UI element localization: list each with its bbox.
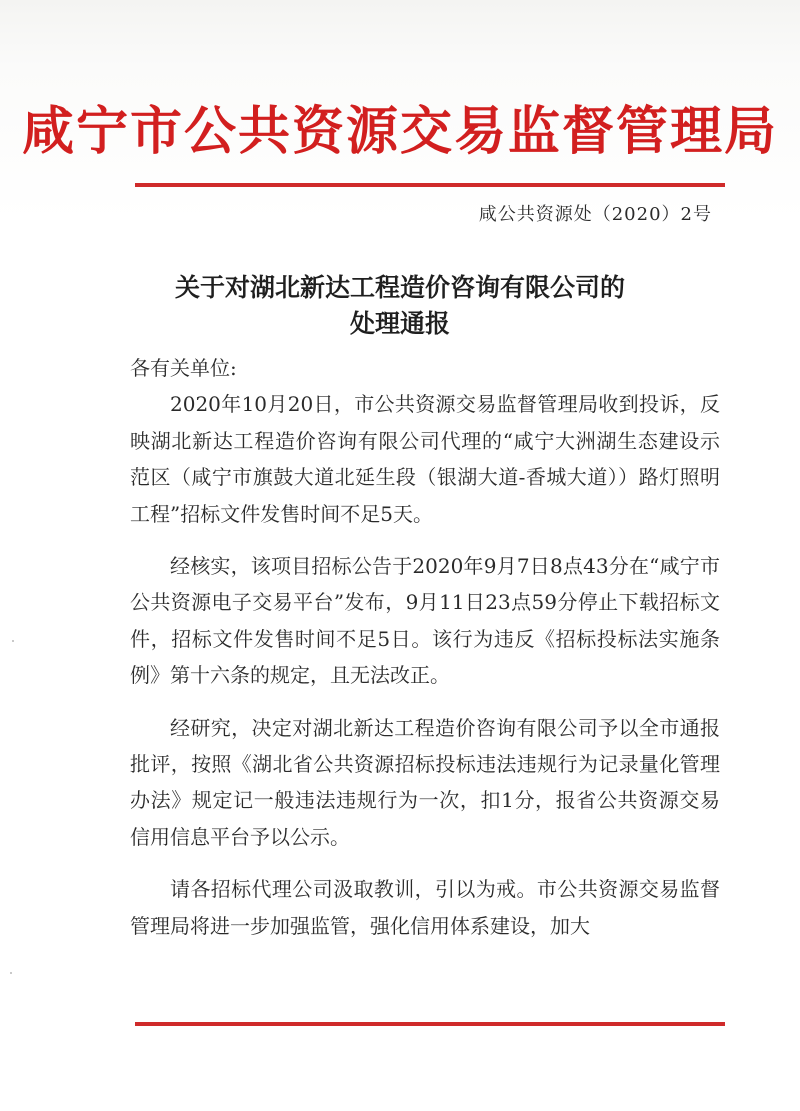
scan-speck — [10, 972, 12, 974]
notice-title-line-2: 处理通报 — [349, 309, 450, 338]
scan-speck — [12, 640, 14, 642]
notice-body — [130, 350, 720, 944]
document-number: 咸公共资源处（2020）2号 — [478, 204, 712, 225]
notice-title — [0, 270, 800, 342]
footer-red-rule — [135, 1022, 725, 1026]
agency-header-title: 咸宁市公共资源交易监督管理局 — [21, 101, 778, 162]
paragraph-verification: 经核实，该项目招标公告于2020年9月7日8点43分在“咸宁市公共资源电子交易平台”发布，9月11日23点59分停止下载招标文件，招标文件发售时间不足5日。该行为违反《招标投标法实施条例》第十六条的规定，且无法改正。 — [130, 554, 720, 688]
paragraph-decision: 经研究，决定对湖北新达工程造价咨询有限公司予以全市通报批评，按照《湖北省公共资源招标投标违法违规行为记录量化管理办法》规定记一般违法违规行为一次，扣1分，报省公共资源交易信用信息平台予以公示。 — [130, 715, 720, 849]
salutation: 各有关单位: — [130, 356, 237, 380]
paragraph-complaint: 2020年10月20日，市公共资源交易监督管理局收到投诉，反映湖北新达工程造价咨询有限公司代理的“咸宁大洲湖生态建设示范区（咸宁市旗鼓大道北延生段（银湖大道-香城大道））路灯照明工程”招标文件发售时间不足5天。 — [130, 392, 720, 526]
header-red-rule — [135, 183, 725, 187]
notice-title-line-1: 关于对湖北新达工程造价咨询有限公司的 — [174, 273, 625, 302]
paragraph-warning: 请各招标代理公司汲取教训，引以为戒。市公共资源交易监督管理局将进一步加强监管，强化信用体系建设，加大 — [130, 877, 720, 938]
